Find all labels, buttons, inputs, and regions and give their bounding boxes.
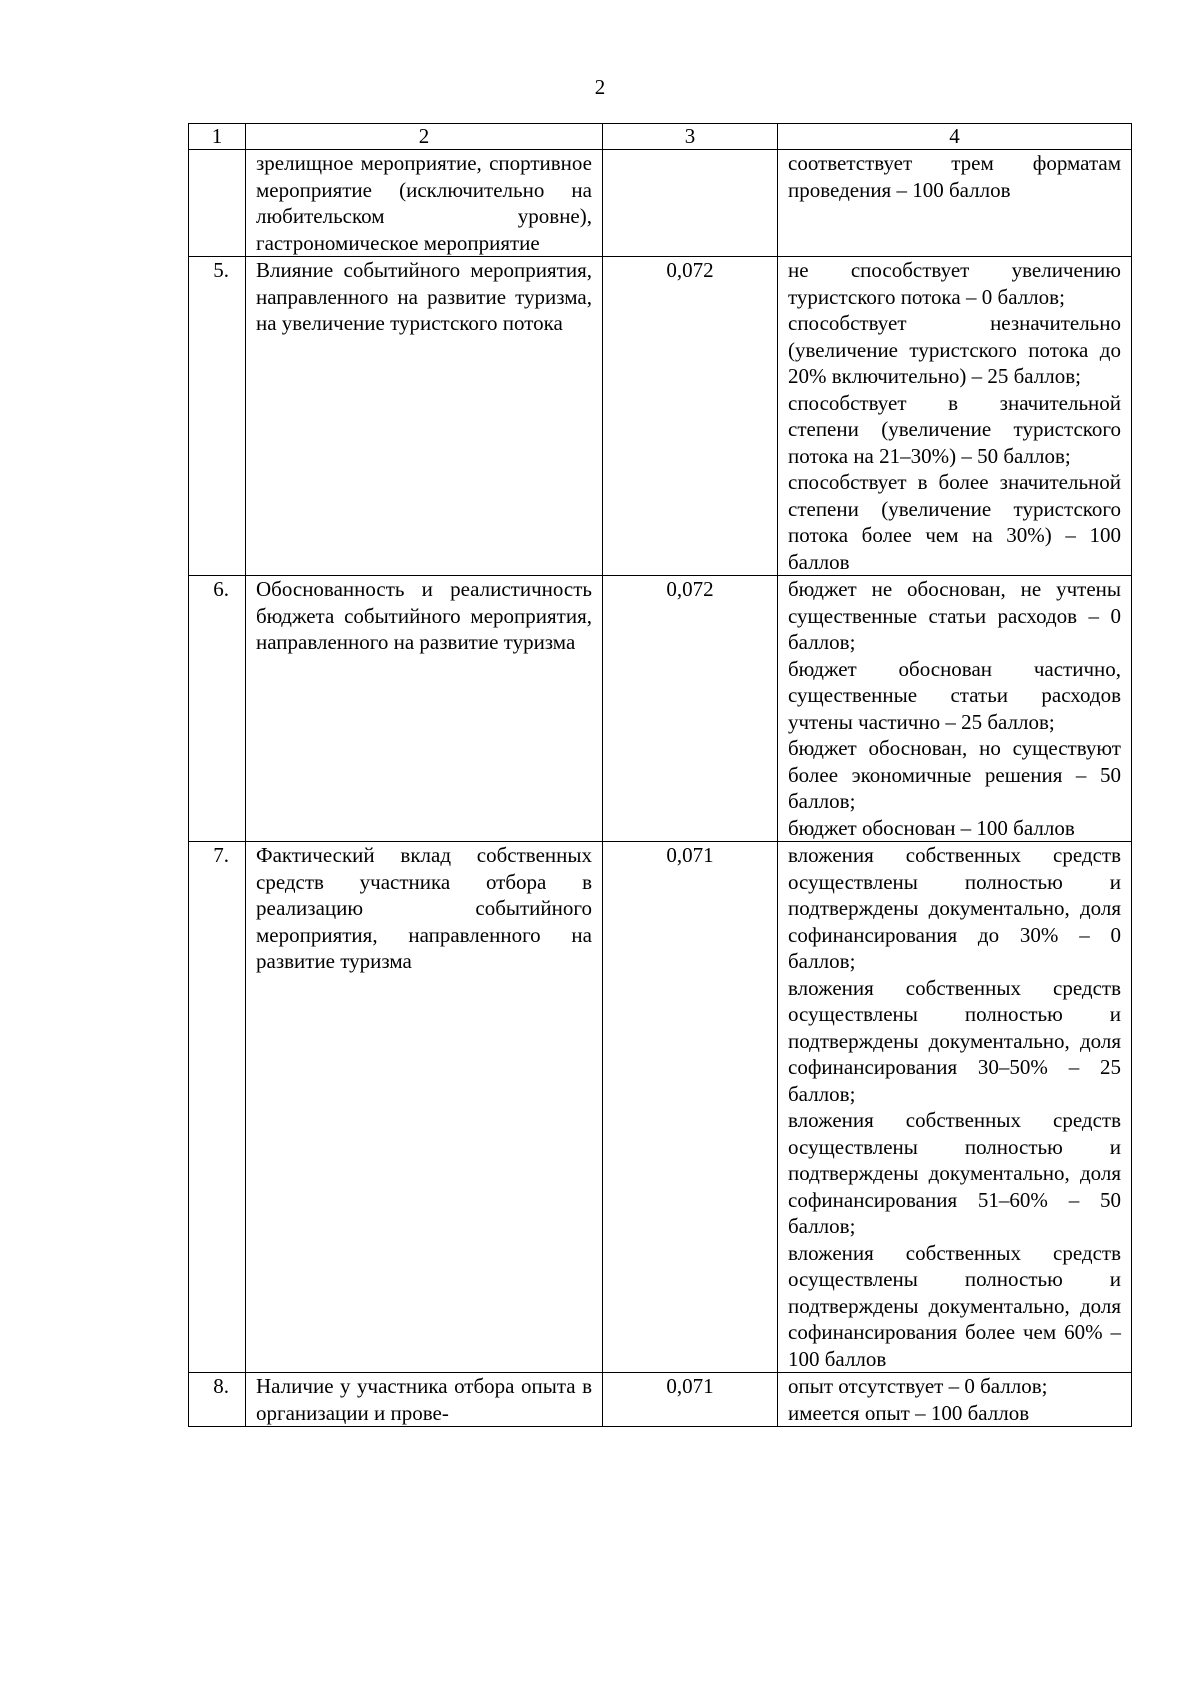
table-row	[189, 1373, 1132, 1427]
score-line: вложения собственных средств осуществлены полностью и подтверждены документально, доля софинансирования 30–50% – 25 баллов;	[788, 975, 1121, 1106]
column-header: 4	[778, 124, 1132, 150]
weight-value: 0,071	[603, 842, 778, 1373]
table-row	[189, 257, 1132, 576]
score-description	[778, 842, 1132, 1373]
score-line: бюджет не обоснован, не учтены существенные статьи расходов – 0 баллов;	[788, 577, 1121, 654]
score-line: имеется опыт – 100 баллов	[788, 1400, 1030, 1425]
criteria-table	[188, 123, 1132, 1427]
criterion-text: Обоснованность и реалистичность бюджета событийного мероприятия, направленного на развитие туризма	[246, 576, 603, 842]
column-header: 2	[246, 124, 603, 150]
page-number: 2	[594, 75, 606, 99]
score-line: вложения собственных средств осуществлены полностью и подтверждены документально, доля софинансирования 51–60% – 50 баллов;	[788, 1108, 1121, 1238]
column-header: 1	[189, 124, 246, 150]
score-line: способствует в более значительной степени (увеличение туристского потока более чем на 30%) – 100 баллов	[788, 470, 1121, 574]
criterion-text: Фактический вклад собственных средств участника отбора в реализацию событийного мероприятия, направленного на развитие туризма	[246, 842, 603, 1373]
score-description	[778, 150, 1132, 257]
criterion-text: зрелищное мероприятие, спортивное мероприятие (исключительно на любительском уровне), гастрономическое мероприятие	[246, 150, 603, 257]
score-line: способствует незначительно (увеличение туристского потока до 20% включительно) – 25 баллов;	[788, 311, 1121, 388]
criterion-text: Наличие у участника отбора опыта в организации и прове-	[246, 1373, 603, 1427]
score-description	[778, 257, 1132, 576]
weight-value: 0,071	[603, 1373, 778, 1427]
column-header: 3	[603, 124, 778, 150]
table-row	[189, 150, 1132, 257]
row-number: 5.	[189, 257, 246, 576]
score-line: бюджет обоснован частично, существенные статьи расходов учтены частично – 25 баллов;	[788, 656, 1121, 734]
table-header-row	[189, 124, 1132, 150]
score-description	[778, 576, 1132, 842]
score-line: способствует в значительной степени (увеличение туристского потока на 21–30%) – 50 баллов;	[788, 390, 1121, 468]
criterion-text: Влияние событийного мероприятия, направленного на развитие туризма, на увеличение туристского потока	[246, 257, 603, 576]
score-line: опыт отсутствует – 0 баллов;	[788, 1374, 1048, 1398]
score-line: соответствует трем форматам проведения – 100 баллов	[788, 151, 1121, 202]
row-number: 7.	[189, 842, 246, 1373]
row-number: 8.	[189, 1373, 246, 1427]
score-line: бюджет обоснован, но существуют более экономичные решения – 50 баллов;	[788, 736, 1121, 813]
score-line: не способствует увеличению туристского потока – 0 баллов;	[788, 258, 1121, 309]
score-description	[778, 1373, 1132, 1427]
table-row	[189, 842, 1132, 1373]
score-line: вложения собственных средств осуществлены полностью и подтверждены документально, доля софинансирования до 30% – 0 баллов;	[788, 843, 1121, 973]
table-row	[189, 576, 1132, 842]
score-line: вложения собственных средств осуществлены полностью и подтверждены документально, доля софинансирования более чем 60% – 100 баллов	[788, 1240, 1121, 1371]
row-number	[189, 150, 246, 257]
weight-value	[603, 150, 778, 257]
weight-value: 0,072	[603, 257, 778, 576]
weight-value: 0,072	[603, 576, 778, 842]
score-line: бюджет обоснован – 100 баллов	[788, 815, 1075, 840]
row-number: 6.	[189, 576, 246, 842]
